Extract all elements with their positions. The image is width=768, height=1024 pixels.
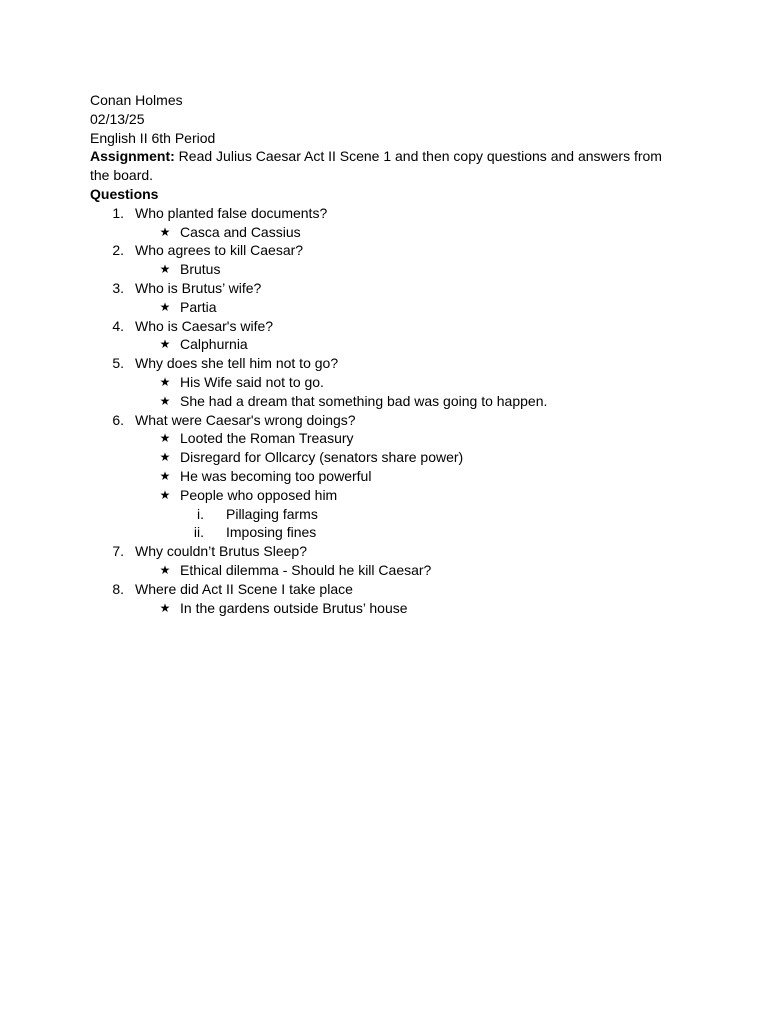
class-period: English II 6th Period: [90, 129, 216, 146]
answer-text: Calphurnia: [180, 336, 248, 353]
question-row: [90, 204, 680, 223]
question-number: 7.: [112, 543, 124, 560]
student-name: Conan Holmes: [90, 92, 183, 108]
question-row: [90, 411, 680, 430]
roman-numeral-marker: ii.: [193, 524, 204, 541]
question-item: [90, 580, 680, 618]
question-row: [90, 542, 680, 561]
star-bullet-icon: ★: [159, 374, 171, 389]
question-number: 3.: [112, 279, 124, 296]
sub-item-text: Pillaging farms: [226, 505, 318, 522]
answer-list: [90, 561, 680, 580]
answer-item: [90, 429, 680, 448]
answer-item: [90, 448, 680, 467]
answer-list: [90, 599, 680, 618]
star-bullet-icon: ★: [159, 224, 171, 239]
answer-text: Brutus: [180, 261, 221, 278]
answer-list: [90, 335, 680, 354]
question-item: [90, 241, 680, 279]
question-row: [90, 279, 680, 298]
question-text: Where did Act II Scene I take place: [135, 580, 353, 597]
answer-list: [90, 373, 680, 411]
question-row: [90, 241, 680, 260]
question-number: 8.: [112, 580, 124, 597]
sub-item-list: [90, 505, 680, 543]
question-number: 4.: [112, 317, 124, 334]
question-item: [90, 354, 680, 410]
question-text: Who agrees to kill Caesar?: [135, 242, 304, 259]
answer-item: [90, 561, 680, 580]
answer-item: [90, 335, 680, 354]
answer-list: [90, 429, 680, 504]
answer-list: [90, 260, 680, 279]
question-text: Who planted false documents?: [135, 204, 328, 221]
answer-item: [90, 486, 680, 505]
sub-item: [90, 523, 680, 542]
answer-text: He was becoming too powerful: [180, 467, 372, 484]
answer-text: Ethical dilemma - Should he kill Caesar?: [180, 561, 432, 578]
question-item: [90, 317, 680, 355]
answer-text: In the gardens outside Brutus’ house: [180, 599, 408, 616]
question-number: 1.: [112, 204, 124, 221]
answer-list: [90, 298, 680, 317]
assignment-label: Assignment:: [90, 148, 175, 165]
assignment-line: [90, 147, 670, 185]
answer-item: [90, 260, 680, 279]
answer-text: She had a dream that something bad was going to happen.: [180, 392, 548, 409]
document-date: 02/13/25: [90, 110, 145, 127]
answer-item: [90, 392, 680, 411]
star-bullet-icon: ★: [159, 262, 171, 277]
question-item: [90, 542, 680, 580]
answer-item: [90, 223, 680, 242]
answer-text: Casca and Cassius: [180, 223, 301, 240]
question-row: [90, 354, 680, 373]
star-bullet-icon: ★: [159, 450, 171, 465]
answer-text: His Wife said not to go.: [180, 373, 324, 390]
star-bullet-icon: ★: [159, 337, 171, 352]
assignment-text: Read Julius Caesar Act II Scene 1 and then copy questions and answers from the board.: [90, 148, 662, 184]
question-row: [90, 317, 680, 336]
answer-text: Partia: [180, 298, 217, 315]
question-number: 6.: [112, 411, 124, 428]
answer-text: Looted the Roman Treasury: [180, 430, 354, 447]
question-item: [90, 411, 680, 543]
answer-item: [90, 599, 680, 618]
answer-list: [90, 223, 680, 242]
star-bullet-icon: ★: [159, 299, 171, 314]
answer-item: [90, 373, 680, 392]
question-number: 5.: [112, 355, 124, 372]
question-text: Who is Brutus’ wife?: [135, 279, 262, 296]
star-bullet-icon: ★: [159, 393, 171, 408]
answer-item: [90, 298, 680, 317]
star-bullet-icon: ★: [159, 431, 171, 446]
roman-numeral-marker: i.: [197, 505, 204, 522]
question-item: [90, 204, 680, 242]
question-row: [90, 580, 680, 599]
answer-text: Disregard for Ollcarcy (senators share power): [180, 449, 464, 466]
questions-heading: Questions: [90, 185, 159, 202]
question-text: Why does she tell him not to go?: [135, 355, 339, 372]
star-bullet-icon: ★: [159, 600, 171, 615]
sub-item: [90, 505, 680, 524]
questions-list: [90, 204, 680, 618]
question-text: What were Caesar's wrong doings?: [135, 411, 356, 428]
sub-item-text: Imposing fines: [226, 524, 317, 541]
document-body: [90, 91, 680, 617]
question-item: [90, 279, 680, 317]
answer-item: [90, 467, 680, 486]
question-number: 2.: [112, 242, 124, 259]
star-bullet-icon: ★: [159, 487, 171, 502]
question-text: Why couldn’t Brutus Sleep?: [135, 543, 307, 560]
answer-text: People who opposed him: [180, 486, 338, 503]
question-text: Who is Caesar's wife?: [135, 317, 274, 334]
star-bullet-icon: ★: [159, 562, 171, 577]
star-bullet-icon: ★: [159, 468, 171, 483]
